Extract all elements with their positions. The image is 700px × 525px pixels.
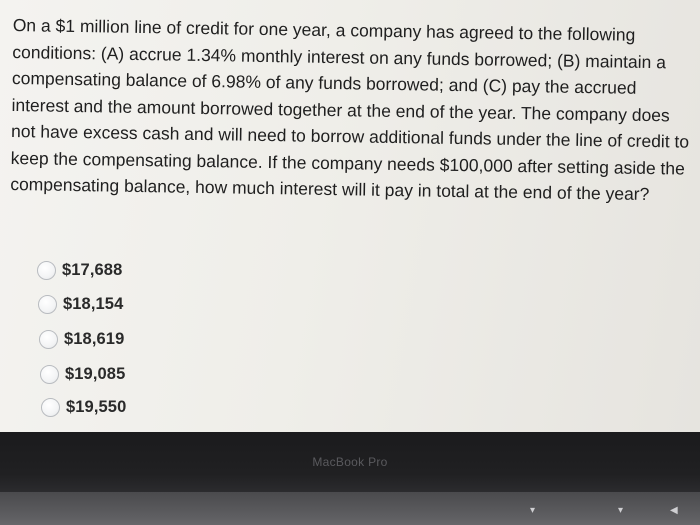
radio-button[interactable]: [38, 295, 57, 314]
radio-button[interactable]: [37, 261, 56, 280]
speaker-icon: ◀: [670, 505, 678, 516]
radio-button[interactable]: [39, 330, 58, 349]
keyboard-edge: [0, 492, 700, 525]
option-5[interactable]: [41, 398, 126, 417]
option-label: $19,085: [65, 365, 126, 383]
radio-button[interactable]: [41, 398, 60, 417]
question-text: On a $1 million line of credit for one year, a company has agreed to the following conditions: (A) accrue 1.34% monthly interest on any funds borrowed; (B) maintain a compensating balance of 6.98% of any funds borrowed; and (C) pay the accrued interest and the amount borrowed together at the end of the year. The company does not have excess cash and will need to borrow additional funds under the line of credit to keep the compensating balance. If the company needs $100,000 after setting aside the compensating balance, how much interest will it pay in total at the end of the year?: [10, 14, 690, 205]
option-label: $19,550: [66, 398, 127, 416]
option-label: $17,688: [62, 261, 123, 279]
option-label: $18,154: [63, 295, 124, 313]
radio-button[interactable]: [40, 365, 59, 384]
option-1[interactable]: [37, 261, 122, 280]
option-label: $18,619: [64, 330, 125, 348]
option-2[interactable]: [38, 295, 123, 314]
key-icon: ▾: [530, 505, 536, 516]
option-3[interactable]: [39, 330, 124, 349]
key-icon: ▾: [618, 505, 624, 516]
option-4[interactable]: [40, 365, 125, 384]
brand-label: MacBook Pro: [312, 455, 388, 469]
